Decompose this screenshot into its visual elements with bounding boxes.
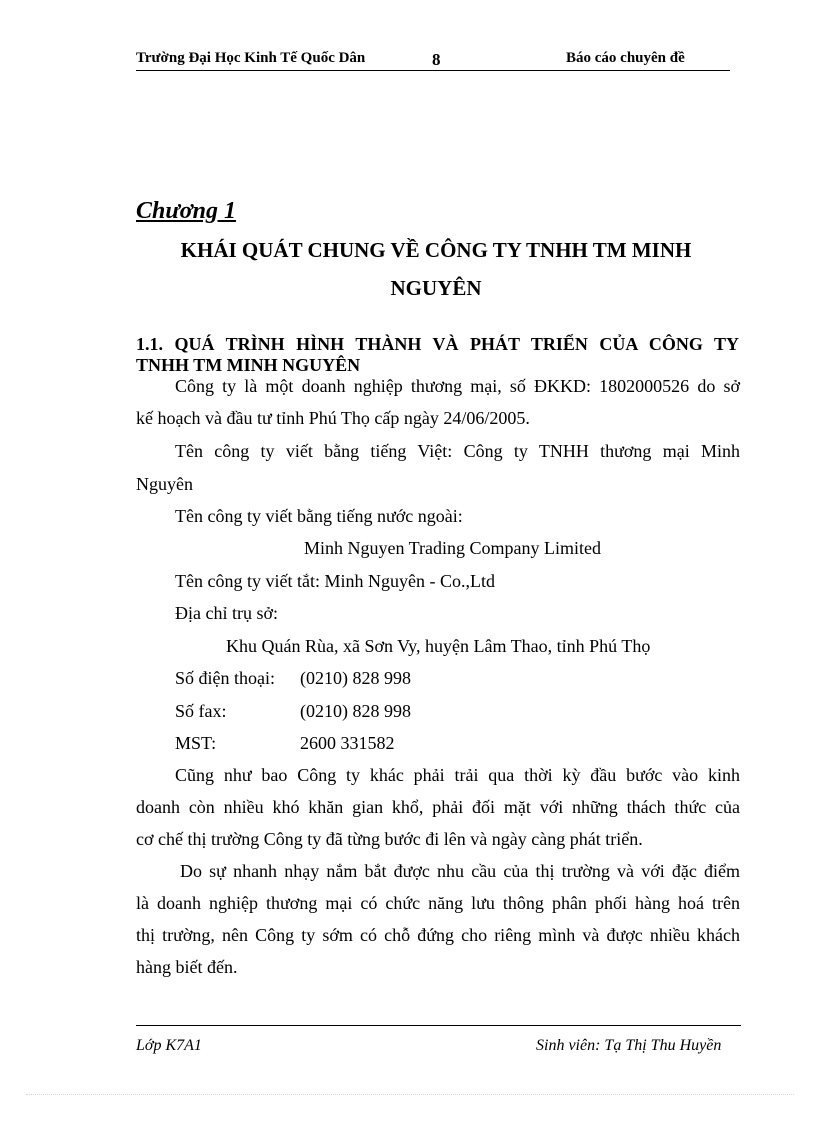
- paragraph-1-line2: kế hoạch và đầu tư tỉnh Phú Thọ cấp ngày 24/06/2005.: [136, 408, 530, 428]
- address: Khu Quán Rùa, xã Sơn Vy, huyện Lâm Thao, tỉnh Phú Thọ: [226, 636, 651, 656]
- paragraph-2-line2: Nguyên: [136, 474, 193, 494]
- footer-student: Sinh viên: Tạ Thị Thu Huyền: [536, 1037, 722, 1054]
- chapter-title-line2: NGUYÊN: [390, 276, 482, 300]
- chapter-label: Chương 1: [136, 198, 236, 224]
- section-heading-line2: TNHH TM MINH NGUYÊN: [136, 355, 361, 375]
- paragraph-5-line3: thị trường, nên Công ty sớm có chỗ đứng cho riêng mình và được nhiều khách: [136, 925, 740, 945]
- phone-value: (0210) 828 998: [300, 668, 411, 688]
- fax-label: Số fax:: [175, 701, 227, 721]
- paragraph-5-line1: Do sự nhanh nhạy nắm bắt được nhu cầu của thị trường và với đặc điểm: [180, 861, 740, 881]
- fax-value: (0210) 828 998: [300, 701, 411, 721]
- paragraph-4-line1: Cũng như bao Công ty khác phải trải qua thời kỳ đầu bước vào kinh: [175, 765, 740, 785]
- header-school: Trường Đại Học Kinh Tế Quốc Dân: [136, 50, 366, 66]
- foreign-name: Minh Nguyen Trading Company Limited: [304, 538, 601, 558]
- address-label: Địa chỉ trụ sở:: [175, 603, 278, 623]
- phone-label: Số điện thoại:: [175, 668, 275, 688]
- header-report-type: Báo cáo chuyên đề: [566, 50, 685, 66]
- page-edge-dotted-line: [26, 1094, 794, 1095]
- paragraph-4-line2: doanh còn nhiều khó khăn gian khổ, phải đối mặt với những thách thức của: [136, 797, 740, 817]
- short-name: Tên công ty viết tắt: Minh Nguyên - Co.,Ltd: [175, 571, 495, 591]
- paragraph-2-line1: Tên công ty viết bằng tiếng Việt: Công ty TNHH thương mại Minh: [175, 441, 740, 461]
- paragraph-4-line3: cơ chế thị trường Công ty đã từng bước đi lên và ngày càng phát triển.: [136, 829, 643, 849]
- paragraph-5-line4: hàng biết đến.: [136, 957, 238, 977]
- page-number: 8: [432, 50, 441, 69]
- footer-rule: [136, 1025, 741, 1026]
- header-rule: [136, 70, 730, 71]
- chapter-title-line1: KHÁI QUÁT CHUNG VỀ CÔNG TY TNHH TM MINH: [180, 238, 692, 262]
- section-heading-line1: 1.1. QUÁ TRÌNH HÌNH THÀNH VÀ PHÁT TRIỂN CỦA CÔNG TY: [136, 334, 739, 354]
- footer-class: Lớp K7A1: [136, 1037, 202, 1054]
- tax-label: MST:: [175, 733, 217, 753]
- paragraph-5-line2: là doanh nghiệp thương mại có chức năng lưu thông phân phối hàng hoá trên: [136, 893, 740, 913]
- paragraph-1-line1: Công ty là một doanh nghiệp thương mại, số ĐKKD: 1802000526 do sở: [175, 376, 740, 396]
- tax-value: 2600 331582: [300, 733, 395, 753]
- paragraph-3: Tên công ty viết bằng tiếng nước ngoài:: [175, 506, 463, 526]
